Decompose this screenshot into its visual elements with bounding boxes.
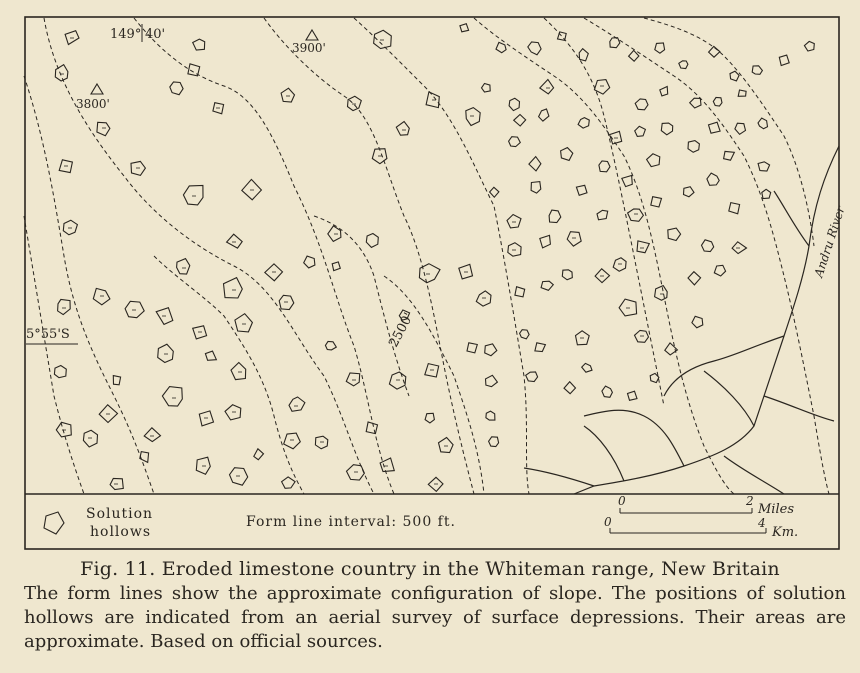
solution-hollow	[366, 234, 378, 248]
solution-hollow	[158, 344, 174, 362]
solution-hollow	[509, 98, 519, 110]
solution-hollow	[254, 449, 264, 460]
solution-hollow	[804, 41, 814, 51]
solution-hollow	[188, 64, 200, 76]
solution-hollow	[56, 422, 71, 437]
solution-hollow	[227, 234, 243, 248]
solution-hollows	[54, 24, 814, 492]
solution-hollow	[709, 122, 721, 133]
solution-hollow	[622, 176, 633, 187]
solution-hollow	[702, 240, 714, 252]
solution-hollow	[282, 477, 296, 488]
solution-hollow	[486, 411, 495, 420]
solution-hollow	[688, 141, 699, 153]
solution-hollow	[578, 118, 589, 129]
solution-hollow	[125, 301, 144, 317]
solution-hollow	[679, 61, 688, 69]
spot-height-triangle-3900	[306, 30, 318, 40]
rivers	[524, 146, 839, 494]
solution-hollow	[690, 98, 701, 108]
solution-hollow	[113, 376, 120, 385]
legend-symbol-label-line2: hollows	[90, 524, 151, 540]
river-label: Andru River	[811, 204, 848, 279]
solution-hollow	[599, 161, 610, 172]
solution-hollow	[651, 197, 662, 207]
figure-title: Fig. 11. Eroded limestone country in the Whiteman range, New Britain	[80, 558, 780, 580]
solution-hollow	[496, 42, 506, 52]
solution-hollow	[762, 189, 771, 198]
map-svg	[24, 16, 848, 550]
map	[24, 16, 848, 550]
solution-hollow	[529, 157, 541, 171]
solution-hollow	[714, 265, 725, 276]
solution-hollow	[97, 122, 110, 135]
solution-hollow	[65, 31, 79, 45]
solution-hollow	[348, 96, 362, 110]
solution-hollow	[779, 55, 789, 65]
solution-hollow	[425, 413, 434, 423]
solution-hollow	[205, 351, 216, 360]
solution-hollow	[490, 187, 499, 197]
solution-hollow	[281, 88, 294, 102]
solution-hollow	[738, 90, 746, 96]
solution-hollow	[467, 343, 477, 353]
solution-hollow	[325, 342, 336, 350]
longitude-degree-label: 149°	[110, 27, 142, 42]
solution-hollow	[476, 291, 491, 306]
solution-hollow	[582, 363, 592, 372]
solution-hollow	[304, 256, 315, 268]
solution-hollow	[466, 108, 480, 126]
longitude-minute-label: 40'	[145, 27, 166, 42]
solution-hollow	[539, 109, 549, 121]
legend-symbol-label-line1: Solution	[86, 506, 154, 522]
scale-bars	[610, 508, 766, 533]
solution-hollow	[688, 272, 701, 285]
solution-hollow	[315, 436, 327, 449]
solution-hollow	[540, 235, 551, 248]
solution-hollow	[183, 185, 203, 205]
solution-hollow	[230, 468, 248, 486]
solution-hollow	[526, 372, 538, 382]
solution-hollow	[93, 288, 110, 304]
solution-hollow	[58, 299, 71, 314]
solution-hollow	[558, 32, 567, 41]
solution-hollow	[692, 316, 703, 328]
solution-hollow	[619, 299, 637, 316]
solution-hollow	[63, 220, 77, 235]
spot-height-triangle-3800	[91, 84, 103, 94]
figure-caption	[0, 558, 860, 654]
solution-hollow	[489, 437, 499, 447]
solution-hollow	[758, 118, 768, 129]
solution-hollow	[177, 259, 190, 275]
legend-interval: Form line interval: 500 ft.	[246, 514, 456, 530]
solution-hollow	[514, 115, 526, 127]
solution-hollow	[460, 24, 469, 32]
solution-hollow	[735, 123, 746, 134]
contour-label-2500: 2500'	[386, 310, 417, 350]
solution-hollow	[579, 49, 588, 61]
legend-hollow-symbol	[44, 512, 64, 534]
solution-hollow	[730, 71, 739, 81]
solution-hollow	[346, 373, 359, 386]
solution-hollow	[567, 232, 581, 246]
solution-hollow	[439, 438, 454, 453]
solution-hollow	[635, 126, 646, 136]
solution-hollow	[752, 66, 762, 75]
solution-hollow	[628, 391, 638, 400]
solution-hollow	[655, 286, 668, 301]
solution-hollow	[193, 39, 205, 50]
solution-hollow	[224, 278, 243, 298]
solution-hollow	[684, 187, 695, 197]
solution-hollow	[628, 209, 644, 221]
scale-miles-zero: 0	[618, 494, 626, 508]
solution-hollow	[144, 428, 160, 442]
solution-hollow	[549, 210, 561, 223]
solution-hollow	[576, 185, 587, 195]
solution-hollow	[561, 148, 573, 161]
scale-km-zero: 0	[604, 515, 612, 529]
solution-hollow	[758, 162, 770, 171]
solution-hollow	[610, 38, 620, 48]
solution-hollow	[231, 363, 246, 380]
solution-hollow	[419, 264, 440, 283]
solution-hollow	[528, 42, 541, 55]
solution-hollow	[541, 281, 553, 290]
solution-hollow	[637, 241, 649, 253]
solution-hollow	[332, 262, 340, 271]
solution-hollow	[507, 215, 521, 228]
solution-hollow	[54, 366, 66, 378]
solution-hollow	[707, 173, 719, 185]
solution-hollow	[347, 465, 365, 480]
solution-hollow	[83, 430, 97, 447]
solution-hollow	[655, 43, 665, 53]
solution-hollow	[515, 287, 525, 297]
scale-km-value: 4	[758, 516, 766, 530]
solution-hollow	[535, 343, 546, 352]
solution-hollow	[613, 258, 626, 271]
solution-hollow	[485, 344, 497, 356]
solution-hollow	[729, 203, 740, 214]
map-border	[25, 17, 839, 549]
solution-hollow	[289, 397, 305, 411]
solution-hollow	[284, 433, 301, 449]
spot-height-label-3800: 3800'	[76, 97, 110, 111]
solution-hollow	[647, 154, 660, 167]
solution-hollow	[366, 422, 377, 434]
solution-hollow	[602, 386, 613, 397]
solution-hollow	[660, 87, 668, 96]
solution-hollow	[724, 151, 735, 160]
solution-hollow	[668, 228, 681, 240]
solution-hollow	[509, 137, 521, 147]
solution-hollow	[709, 46, 720, 57]
solution-hollow	[564, 382, 576, 394]
solution-hollow	[482, 84, 491, 93]
solution-hollow	[508, 243, 521, 257]
solution-hollow	[540, 80, 554, 94]
solution-hollow	[235, 314, 253, 332]
solution-hollow	[661, 123, 672, 135]
solution-hollow	[531, 182, 541, 194]
solution-hollow	[520, 330, 530, 339]
spot-height-label-3900: 3900'	[292, 41, 326, 55]
scale-miles-unit: Miles	[758, 502, 794, 517]
scale-miles-value: 2	[746, 494, 754, 508]
solution-hollow	[396, 122, 409, 136]
solution-hollow	[713, 98, 722, 107]
figure-description: The form lines show the approximate configuration of slope. The positions of solution hollows are indicated from an aerial survey of surface depressions. Their areas are approximate. Based on official sources.	[24, 583, 846, 652]
solution-hollow	[597, 210, 608, 220]
solution-hollow	[635, 99, 648, 110]
solution-hollow	[562, 270, 572, 280]
solution-hollow	[170, 82, 183, 95]
latitude-label: 5°55'S	[26, 327, 70, 342]
scale-km-unit: Km.	[772, 525, 799, 540]
form-lines	[24, 18, 829, 494]
solution-hollow	[486, 375, 498, 386]
solution-hollow	[162, 387, 182, 407]
